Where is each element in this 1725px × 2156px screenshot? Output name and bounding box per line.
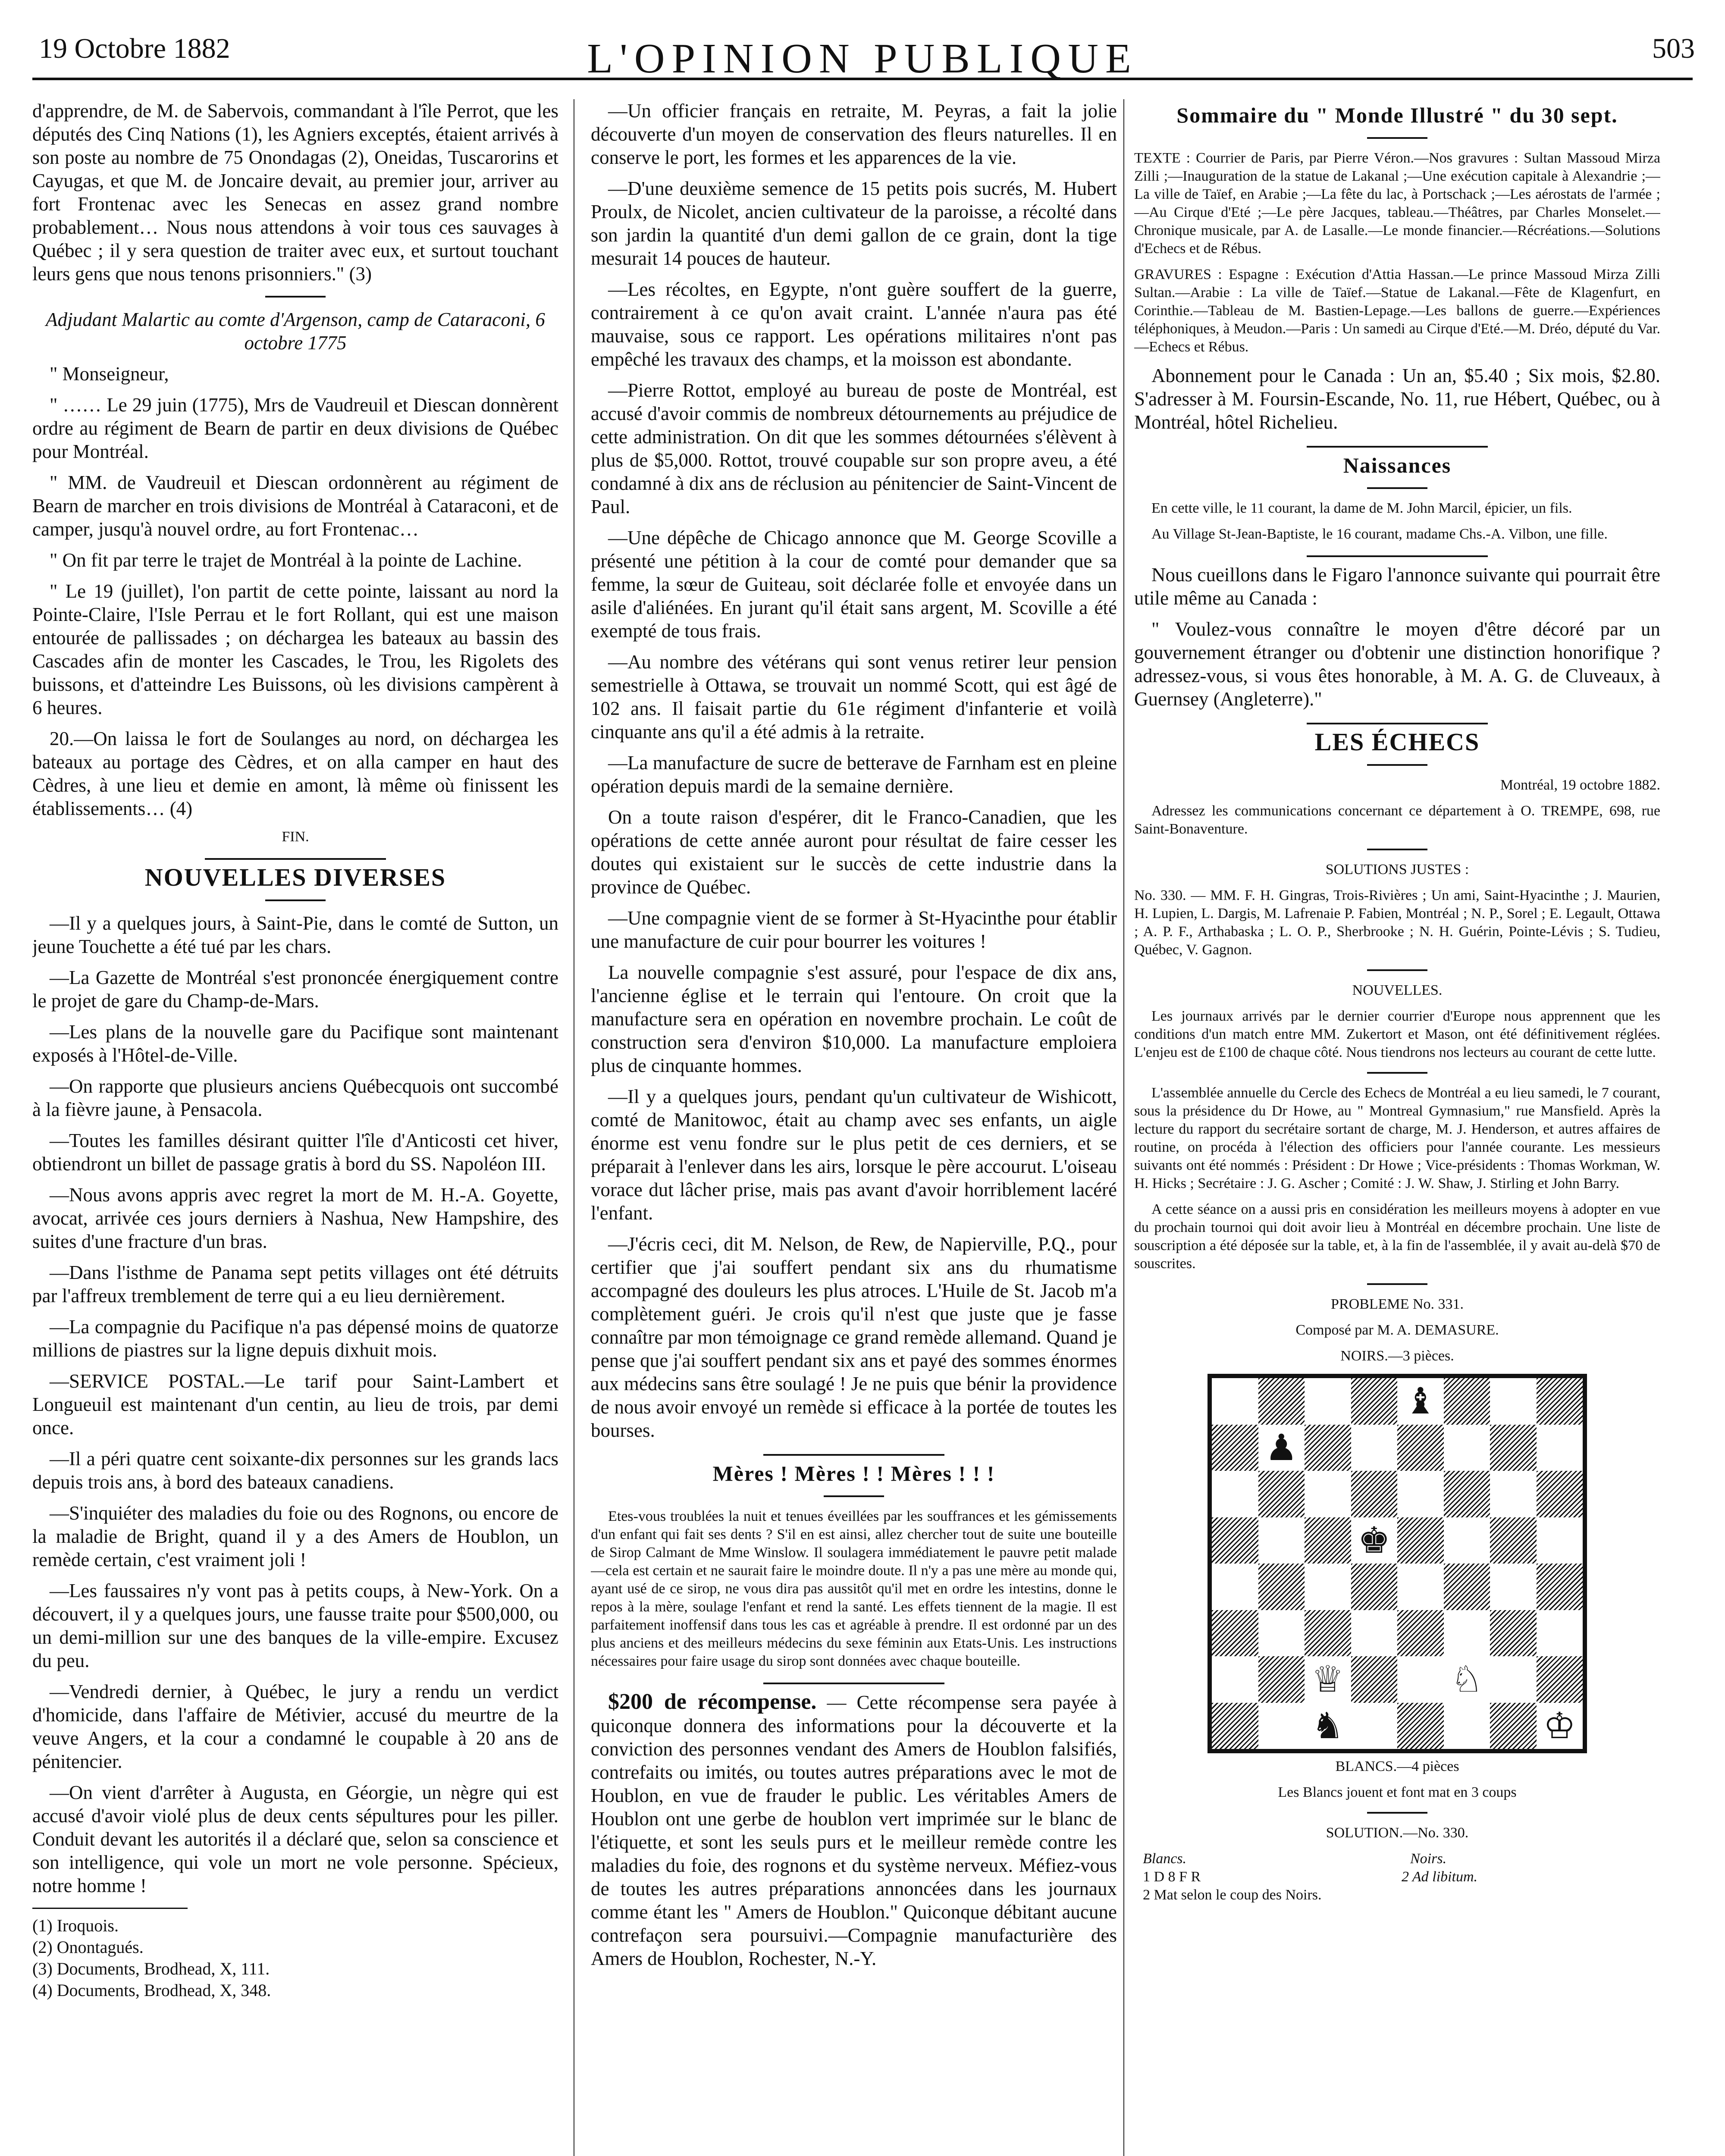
chess-piece: ♞ xyxy=(1305,1703,1351,1749)
news-item: —Il y a quelques jours, pendant qu'un cultivateur de Wishicott, comté de Manitowoc, était au champ avec ses enfants, un aigle énorme est venu fondre sur le plus petit de ces derniers, et se préparait à l'enlever dans les airs, lorsque le père accourut. L'oiseau vorace dut lâcher prise, mais pas avant d'avoir horriblement lacéré l'enfant. xyxy=(591,1086,1117,1224)
paragraph: " Monseigneur, xyxy=(50,363,169,385)
chess-piece: ♚ xyxy=(1351,1517,1398,1564)
board-square xyxy=(1305,1610,1351,1657)
news-item: —Il y a quelques jours, à Saint-Pie, dans le comté de Sutton, un jeune Touchette a été tué par les chars. xyxy=(32,912,558,957)
chess-club-report: L'assemblée annuelle du Cercle des Echecs de Montréal a eu lieu samedi, le 7 courant, sous la présidence du Dr Howe, au " Montreal Gymnasium," rue Mansfield. Après la lecture du rapport du secrétaire sortant de charge, M. J. Henderson, et autres affaires de routine, on procéda à l'élection des officiers pour l'année courante. Les messieurs suivants ont été nommés : Président : Dr Howe ; Vice-présidents : Thomas Workman, W. H. Hicks ; Secrétaire : J. G. Ascher ; Comité : J. W. Shaw, J. Stirling et John Barry. xyxy=(1134,1085,1660,1191)
short-rule xyxy=(1367,487,1427,489)
summary-text: TEXTE : Courrier de Paris, par Pierre Véron.—Nos gravures : Sultan Massoud Mirza Zilli ;—Inauguration de la statue de Lakanal ;—Une exécution capitale à Alexandrie ;—La ville de Taïef, en Arabie ;—La fête du lac, à Portschack ;—Les aérostats de l'armée ;—Au Cirque d'Eté ;—Le père Jacques, tableau.—Théâtres, par Charles Monselet.—Chronique musicale, par A. de Lasalle.—Le monde financier.—Récréations.—Solutions d'Echecs et de Rébus. xyxy=(1134,150,1660,257)
board-square xyxy=(1351,1564,1398,1610)
board-square xyxy=(1212,1564,1258,1610)
chess-club-report: A cette séance on a aussi pris en considération les meilleurs moyens à adopter en vue du prochain tournoi qui doit avoir lieu à Montréal en décembre prochain. Une liste de souscription a été déposée sur la table, et, à la fin de l'assemblée, il y avait au-delà $70 de souscrites. xyxy=(1134,1201,1660,1272)
short-rule xyxy=(1367,764,1427,766)
board-square xyxy=(1537,1378,1583,1425)
short-rule xyxy=(824,1495,884,1497)
solution-move: 2 Ad libitum. xyxy=(1402,1869,1477,1885)
chess-piece: ♝ xyxy=(1397,1378,1444,1425)
section-title: Sommaire du " Monde Illustré " du 30 sept. xyxy=(1176,103,1618,127)
board-square xyxy=(1351,1703,1398,1749)
advertisement-text: — Cette récompense sera payée à quiconque donnera des informations pour la découverte et la conviction des personnes vendant des Amers de Houblon falsifiés, contrefaits ou imités, ou toutes autres préparations avec le mot de Houblon, en vue de frauder le public. Les véritables Amers de Houblon ont une gerbe de houblon vert imprimée sur le blanc de l'étiquette, et sont les seuls purs et le meilleur remède contre les maladies du foie, des rognons et du système nerveux. Méfiez-vous de toutes les autres préparations annoncées dans les journaux comme étant les " Amers de Houblon." Quiconque débitant aucune contrefaçon sera poursuivi.—Compagnie manufacturière des Amers de Houblon, Rochester, N.-Y. xyxy=(591,1692,1117,1969)
section-title: Naissances xyxy=(1343,453,1452,477)
board-square xyxy=(1537,1471,1583,1517)
board-square xyxy=(1490,1656,1537,1703)
subsection-title: NOUVELLES. xyxy=(1352,982,1443,998)
board-square xyxy=(1258,1564,1305,1610)
short-rule xyxy=(1367,1283,1427,1285)
chess-piece: ♘ xyxy=(1444,1656,1490,1703)
solution-move: 2 Mat selon le coup des Noirs. xyxy=(1143,1887,1322,1903)
news-item: —Une dépêche de Chicago annonce que M. George Scoville a présenté une pétition à la cour de comté pour demander que sa femme, la sœur de Guiteau, soit déclarée folle et envoyée dans un asile d'aliénées. En jurant qu'il était sans argent, M. Scoville a été exempté de tous frais. xyxy=(591,527,1117,642)
problem-author: Composé par M. A. DEMASURE. xyxy=(1295,1322,1499,1338)
paragraph: " Voulez-vous connaître le moyen d'être décoré par un gouvernement étranger ou d'obtenir une distinction honorifique ? adressez-vous, si vous êtes honorable, à M. A. G. de Cluveaux, à Guernsey (Angleterre)." xyxy=(1134,618,1660,710)
board-square xyxy=(1212,1517,1258,1564)
chess-news: Les journaux arrivés par le dernier courrier d'Europe nous apprennent que les conditions d'un match entre MM. Zukertort et Mason, ont été définitivement réglées. L'enjeu est de £100 de chaque côté. Nous tiendrons nos lecteurs au courant de cette lutte. xyxy=(1134,1008,1660,1060)
news-item: —Les plans de la nouvelle gare du Pacifique sont maintenant exposés à l'Hôtel-de-Ville. xyxy=(32,1021,558,1066)
board-square xyxy=(1397,1564,1444,1610)
short-rule xyxy=(265,296,326,298)
news-item: On a toute raison d'espérer, dit le Franco-Canadien, que les opérations de cette année auront pour résultat de faire cesser les doutes qui existaient sur le succès de cette industrie dans la province de Québec. xyxy=(591,806,1117,898)
board-square xyxy=(1212,1656,1258,1703)
board-square xyxy=(1397,1703,1444,1749)
board-square xyxy=(1305,1564,1351,1610)
news-item: —On rapporte que plusieurs anciens Québecquois ont succombé à la fièvre jaune, à Pensacola. xyxy=(32,1075,558,1120)
board-square xyxy=(1212,1610,1258,1657)
board-square xyxy=(1490,1610,1537,1657)
news-item: —D'une deuxième semence de 15 petits pois sucrés, M. Hubert Proulx, de Nicolet, ancien cultivateur de la paroisse, a récolté dans son jardin la quantité d'un demi gallon de ce grain, dont la tige mesurait 14 pouces de hauteur. xyxy=(591,178,1117,269)
board-square xyxy=(1397,1656,1444,1703)
board-square xyxy=(1537,1656,1583,1703)
news-item: —Une compagnie vient de se former à St-Hyacinthe pour établir une manufacture de cuir pour bourrer les voitures ! xyxy=(591,907,1117,952)
footnote: (3) Documents, Brodhead, X, 111. xyxy=(32,1959,270,1978)
solution-white-header: Blancs. xyxy=(1143,1851,1187,1867)
board-square xyxy=(1444,1517,1490,1564)
page-header xyxy=(0,0,1725,86)
problem-title: PROBLEME No. 331. xyxy=(1331,1296,1464,1312)
short-rule xyxy=(1367,849,1427,850)
board-square xyxy=(1490,1517,1537,1564)
board-square xyxy=(1351,1425,1398,1471)
board-square xyxy=(1490,1471,1537,1517)
news-item: —Pierre Rottot, employé au bureau de poste de Montréal, est accusé d'avoir commis de nombreux détournements au préjudice de cette administration. On dit que les sommes détournées s'élèvent à plus de $5,000. Rottot, trouvé coupable sur son propre aveu, a été condamné à dix ans de réclusion au pénitencier de Saint-Vincent de Paul. xyxy=(591,379,1117,517)
section-title: LES ÉCHECS xyxy=(1314,728,1480,756)
chess-piece: ♕ xyxy=(1305,1656,1351,1703)
summary-gravures: GRAVURES : Espagne : Exécution d'Attia Hassan.—Le prince Massoud Mirza Zilli Sultan.—Arabie : La ville de Taïef.—Statue de Lakanal.—Fête de Klagenfurt, en Corinthie.—Tableau de M. Bastien-Lepage.—Les ballons de guerre.—Expériences téléphoniques, à Meudon.—Paris : Un samedi au Cirque d'Eté.—M. Dréo, député du Var.—Echecs et Rébus. xyxy=(1134,266,1660,355)
column-2 xyxy=(591,99,1117,2156)
board-square xyxy=(1258,1378,1305,1425)
news-item: —S'inquiéter des maladies du foie ou des Rognons, ou encore de la maladie de Bright, quand il y a des Amers de Houblon, un remède certain, c'est vraiment joli ! xyxy=(32,1502,558,1570)
board-square xyxy=(1537,1564,1583,1610)
news-item: —Toutes les familles désirant quitter l'île d'Anticosti cet hiver, obtiendront un billet de passage gratis à bord du SS. Napoléon III. xyxy=(32,1130,558,1175)
chessboard xyxy=(1208,1374,1587,1753)
board-square xyxy=(1490,1378,1537,1425)
header-rule xyxy=(32,78,1693,80)
board-square xyxy=(1305,1425,1351,1471)
news-item: —Vendredi dernier, à Québec, le jury a rendu un verdict d'homicide, dans l'affaire de Métivier, accusé du meurtre de la veuve Angers, et la cour a condamné le coupable à 20 ans de pénitencier. xyxy=(32,1681,558,1772)
issue-date: 19 Octobre 1882 xyxy=(39,33,230,64)
board-square xyxy=(1444,1425,1490,1471)
short-rule xyxy=(1367,1072,1427,1074)
board-square xyxy=(1305,1517,1351,1564)
news-item: —Les récoltes, en Egypte, n'ont guère souffert de la guerre, contrairement à ce qu'on avait craint. L'année n'aura pas été mauvaise, sous ce rapport. Les opérations militaires n'ont pas empêché les travaux des champs, et la moisson est abondante. xyxy=(591,279,1117,370)
birth-notice: En cette ville, le 11 courant, la dame de M. John Marcil, épicier, un fils. xyxy=(1151,500,1572,516)
paragraph: " Le 19 (juillet), l'on partit de cette pointe, laissant au nord la Pointe-Claire, l'Isle Perrau et le fort Rollant, qui est une maison entourée de pallissades ; on déchargea les bateaux au bassin des Cascades afin de monter les Cascades, le Trou, les Rigolets des buissons, et d'atteindre Les Buissons, où les divisions campèrent à 6 heures. xyxy=(32,580,558,718)
news-item: —SERVICE POSTAL.—Le tarif pour Saint-Lambert et Longueuil est maintenant d'un centin, au lieu de trois, par demi once. xyxy=(32,1370,558,1438)
board-square xyxy=(1490,1564,1537,1610)
board-square xyxy=(1258,1517,1305,1564)
news-item: —Nous avons appris avec regret la mort de M. H.-A. Goyette, avocat, arrivée ces jours derniers à Nashua, New Hampshire, des suites d'une fracture d'un bras. xyxy=(32,1184,558,1252)
paragraph: " MM. de Vaudreuil et Diescan ordonnèrent au régiment de Bearn de marcher en trois divisions de Montréal à Cataraconi, et de camper, jusqu'à nouvel ordre, au fort Frontenac… xyxy=(32,472,558,540)
board-square xyxy=(1351,1656,1398,1703)
board-square xyxy=(1305,1471,1351,1517)
board-square xyxy=(1258,1471,1305,1517)
news-item: —La manufacture de sucre de betterave de Farnham est en pleine opération depuis mardi de la semaine dernière. xyxy=(591,752,1117,797)
board-square xyxy=(1490,1703,1537,1749)
subsection-title: SOLUTIONS JUSTES : xyxy=(1325,862,1469,877)
ad-title: $200 de récompense. xyxy=(608,1689,817,1714)
board-square xyxy=(1444,1610,1490,1657)
board-square xyxy=(1444,1564,1490,1610)
page-number: 503 xyxy=(1652,33,1695,64)
solution-move: 1 D 8 F R xyxy=(1143,1869,1201,1885)
paragraph: d'apprendre, de M. de Sabervois, commandant à l'île Perrot, que les députés des Cinq Nations (1), les Agniers exceptés, étaient arrivés à son poste au nombre de 75 Onondagas (2), Oneidas, Tuscarorins et Cayugas, et que M. de Joncaire devait, au premier jour, arriver au fort Frontenac avec les Senecas en assez grand nombre probablement… Nous nous attendons à voir tous ces sauvages à Québec ; il y sera question de traiter avec eux, et surtout touchant leurs gens que nous tenons prisonniers." (3) xyxy=(32,100,558,285)
board-square xyxy=(1351,1378,1398,1425)
paragraph: " …… Le 29 juin (1775), Mrs de Vaudreuil et Diescan donnèrent ordre au régiment de Bearn de partir en deux divisions de Québec pour Montréal. xyxy=(32,394,558,462)
subscription-info: Abonnement pour le Canada : Un an, $5.40 ; Six mois, $2.80. S'adresser à M. Foursin-Escande, No. 11, rue Hébert, Québec, ou à Montréal, hôtel Richelieu. xyxy=(1134,365,1660,433)
white-pieces-label: BLANCS.—4 pièces xyxy=(1335,1758,1459,1774)
chess-address: Adressez les communications concernant ce département à O. TREMPE, 698, rue Saint-Bonaventure. xyxy=(1134,803,1660,837)
news-item: —La Gazette de Montréal s'est prononcée énergiquement contre le projet de gare du Champ-de-Mars. xyxy=(32,967,558,1012)
column-3 xyxy=(1134,99,1660,2156)
board-square xyxy=(1490,1425,1537,1471)
column-1 xyxy=(32,99,558,2156)
board-square xyxy=(1258,1610,1305,1657)
letter-heading: Adjudant Malartic au comte d'Argenson, camp de Cataraconi, 6 octobre 1775 xyxy=(46,309,545,354)
problem-task: Les Blancs jouent et font mat en 3 coups xyxy=(1278,1784,1517,1800)
section-rule xyxy=(1307,723,1488,724)
board-square xyxy=(1444,1703,1490,1749)
board-square xyxy=(1397,1471,1444,1517)
solutions-list: No. 330. — MM. F. H. Gingras, Trois-Rivières ; Un ami, Saint-Hyacinthe ; J. Maurien, H. Lupien, L. Dargis, M. Lafrenaie P. Fabien, Montréal ; N. P., Sorel ; E. Legault, Ottawa ; A. P. F., Arthabaska ; L. O. P., Sherbrooke ; N. H. Guérin, Pointe-Lévis ; S. Tudieu, Québec, V. Gagnon. xyxy=(1134,887,1660,958)
board-square xyxy=(1212,1471,1258,1517)
section-rule xyxy=(763,1683,944,1684)
fin-mark: FIN. xyxy=(282,829,309,845)
short-rule xyxy=(265,899,326,901)
board-square xyxy=(1397,1425,1444,1471)
board-square xyxy=(1258,1703,1305,1749)
board-square xyxy=(1444,1378,1490,1425)
section-rule xyxy=(1307,446,1488,448)
chess-piece: ♔ xyxy=(1537,1703,1583,1749)
footnote: (2) Onontagués. xyxy=(32,1937,144,1957)
board-square xyxy=(1537,1517,1583,1564)
section-rule xyxy=(205,858,386,860)
short-rule xyxy=(1367,969,1427,971)
news-item: —J'écris ceci, dit M. Nelson, de Rew, de Napierville, P.Q., pour certifier que j'ai souffert pendant six ans du rhumatisme accompagné des douleurs les plus atroces. L'Huile de St. Jacob m'a complètement guéri. Je crois qu'il n'est que juste que je fasse connaître par mon témoignage ce grand remède allemand. Quand je pense que j'ai souffert pendant six ans et payé des sommes énormes aux médecins sans être soulagé ! Je ne puis que bénir la providence de nous avoir envoyé un remède si efficace à la portée de toutes les bourses. xyxy=(591,1233,1117,1441)
advertisement-text: Etes-vous troublées la nuit et tenues éveillées par les souffrances et les gémissements d'un enfant qui fait ses dents ? S'il en est ainsi, allez chercher tout de suite une bouteille de Sirop Calmant de Mme Winslow. Il soulagera immédiatement le pauvre petit malade—cela est certain et ne saurait faire le moindre doute. Il n'y a pas une mère au monde qui, ayant usé de ce sirop, ne vous dira pas aussitôt qu'il met en ordre les intestins, donne le repos à la mère, soulage l'enfant et rend la santé. Les effets tiennent de la magie. Il est parfaitement inoffensif dans tous les cas et agréable à prendre. Il est ordonné par un des plus anciens et des meilleurs médecins du sexe féminin aux Etats-Unis. Les instructions nécessaires pour faire usage du sirop sont données avec chaque bouteille. xyxy=(591,1508,1117,1669)
section-rule xyxy=(763,1454,944,1456)
section-rule xyxy=(1307,555,1488,557)
paragraph: " On fit par terre le trajet de Montréal à la pointe de Lachine. xyxy=(50,549,522,571)
birth-notice: Au Village St-Jean-Baptiste, le 16 courant, madame Chs.-A. Vilbon, une fille. xyxy=(1151,526,1608,542)
board-square xyxy=(1351,1471,1398,1517)
footnote: (4) Documents, Brodhead, X, 348. xyxy=(32,1981,271,2000)
board-square xyxy=(1397,1517,1444,1564)
news-item: La nouvelle compagnie s'est assuré, pour l'espace de dix ans, l'ancienne église et le terrain qui l'entoure. On croit que la manufacture sera en opération en novembre prochain. Le coût de construction sera d'environ $10,000. La manufacture emploiera plus de cinquante hommes. xyxy=(591,962,1117,1076)
news-item: —Un officier français en retraite, M. Peyras, a fait la jolie découverte d'un moyen de conservation des fleurs naturelles. Il en conserve le port, les formes et les apparences de la vie. xyxy=(591,100,1117,168)
chess-piece: ♟ xyxy=(1258,1425,1305,1471)
newspaper-title: L'OPINION PUBLIQUE xyxy=(587,35,1138,82)
board-square xyxy=(1305,1378,1351,1425)
short-rule xyxy=(1367,1812,1427,1814)
black-pieces-label: NOIRS.—3 pièces. xyxy=(1340,1348,1454,1364)
news-item: —Au nombre des vétérans qui sont venus retirer leur pension semestrielle à Ottawa, se trouvait un nommé Scott, qui est âgé de 102 ans. Il faisait partie du 61e régiment d'infanterie et voilà cinquante ans qu'il a été admis à la retraite. xyxy=(591,651,1117,743)
board-square xyxy=(1397,1610,1444,1657)
ad-title: Mères ! Mères ! ! Mères ! ! ! xyxy=(712,1461,995,1485)
board-square xyxy=(1351,1610,1398,1657)
solution-title: SOLUTION.—No. 330. xyxy=(1326,1825,1469,1841)
board-square xyxy=(1537,1425,1583,1471)
short-rule xyxy=(1367,137,1427,139)
paragraph: 20.—On laissa le fort de Soulanges au nord, on déchargea les bateaux au portage des Cèdres, et on alla camper en haut des Cèdres, à une lieu et demie en amont, là même où finissent les établissements… (4) xyxy=(32,728,558,819)
news-item: —Il a péri quatre cent soixante-dix personnes sur les grands lacs depuis trois ans, à bord des bateaux canadiens. xyxy=(32,1448,558,1493)
paragraph: Nous cueillons dans le Figaro l'annonce suivante qui pourrait être utile même au Canada : xyxy=(1134,564,1660,609)
footnote-rule xyxy=(32,1908,188,1909)
section-title: NOUVELLES DIVERSES xyxy=(144,863,446,891)
chess-date: Montréal, 19 octobre 1882. xyxy=(1500,777,1660,793)
board-square xyxy=(1537,1610,1583,1657)
news-item: —On vient d'arrêter à Augusta, en Géorgie, un nègre qui est accusé d'avoir violé plus de deux cents sépultures pour les piller. Conduit devant les autorités il a déclaré que, selon sa conscience et son intelligence, qui vole un mort ne vole personne. Spécieux, notre homme ! xyxy=(32,1782,558,1896)
board-square xyxy=(1258,1656,1305,1703)
board-square xyxy=(1212,1425,1258,1471)
solution-black-header: Noirs. xyxy=(1410,1851,1447,1867)
column-divider xyxy=(1123,99,1124,2156)
news-item: —Dans l'isthme de Panama sept petits villages ont été détruits par l'affreux tremblement de terre qui a eu lieu dernièrement. xyxy=(32,1262,558,1307)
board-square xyxy=(1212,1703,1258,1749)
board-square xyxy=(1212,1378,1258,1425)
news-item: —Les faussaires n'y vont pas à petits coups, à New-York. On a découvert, il y a quelques jours, une fausse traite pour $500,000, ou un demi-million sur une des banques de la ville-empire. Excusez du peu. xyxy=(32,1580,558,1671)
news-item: —La compagnie du Pacifique n'a pas dépensé moins de quatorze millions de piastres sur la ligne depuis dixhuit mois. xyxy=(32,1316,558,1361)
footnote: (1) Iroquois. xyxy=(32,1916,119,1935)
board-square xyxy=(1444,1471,1490,1517)
